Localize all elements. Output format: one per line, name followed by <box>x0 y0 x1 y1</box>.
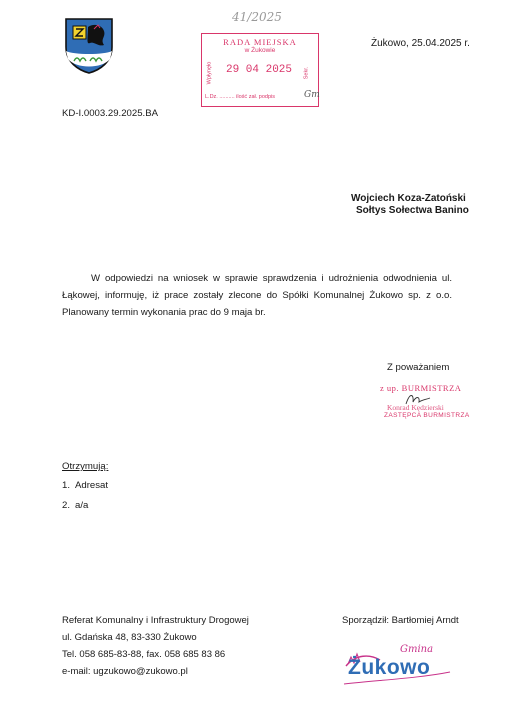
stamp-title: RADA MIEJSKA <box>223 37 297 47</box>
registry-stamp <box>201 33 319 107</box>
recipients-heading: Otrzymują: <box>62 461 109 472</box>
footer-phone: Tel. 058 685-83-88, fax. 058 685 83 86 <box>62 649 226 660</box>
stamp-subtitle: w Żukowie <box>244 47 276 54</box>
footer-email: e-mail: ugzukowo@zukowo.pl <box>62 666 188 677</box>
addressee-name: Wojciech Koza-Zatoński <box>351 193 466 204</box>
stamp-side-right: Sekr. <box>303 66 310 80</box>
reference-number: KD-I.0003.29.2025.BA <box>62 108 159 119</box>
footer-address: ul. Gdańska 48, 83-330 Żukowo <box>62 632 197 643</box>
logo-name-text: Żukowo <box>348 656 431 679</box>
handwritten-note: 41/2025 <box>232 10 282 24</box>
signature-line2: Konrad Kędzierski <box>387 403 444 412</box>
addressee-title: Sołtys Sołectwa Banino <box>356 205 469 216</box>
recipient-2-number: 2. <box>62 500 71 511</box>
signature-line3: ZASTĘPCA BURMISTRZA <box>384 412 470 419</box>
recipient-2: a/a <box>75 500 89 511</box>
footer-department: Referat Komunalny i Infrastruktury Drogowej <box>62 615 249 626</box>
stamp-date: 29 04 2025 <box>226 64 293 76</box>
closing: Z poważaniem <box>387 362 450 373</box>
date-line: Żukowo, 25.04.2025 r. <box>371 38 470 49</box>
stamp-side-label: Wpłynęło <box>206 61 213 85</box>
signature-line1: z up. BURMISTRZA <box>380 383 462 393</box>
stamp-initials: Gm <box>304 90 320 100</box>
coat-of-arms <box>64 17 114 75</box>
recipient-1: Adresat <box>75 480 109 491</box>
logo-gmina-text: Gmina <box>400 644 434 655</box>
gmina-logo <box>340 640 452 688</box>
handwritten-signature <box>404 390 434 408</box>
prepared-by: Sporządził: Bartłomiej Arndt <box>342 615 459 626</box>
recipient-1-number: 1. <box>62 480 71 491</box>
stamp-footer: L.Dz. .......... ilość zał. podpis <box>205 94 275 100</box>
letter-body: W odpowiedzi na wniosek w sprawie sprawdzenia i udrożnienia odwodnienia ul. Łąkowej, informuję, iż prace zostały zlecone do Spółki Komunalnej Żukowo sp. z o.o. Planowany termin wykonania prac do 9 maja br. <box>62 273 452 318</box>
